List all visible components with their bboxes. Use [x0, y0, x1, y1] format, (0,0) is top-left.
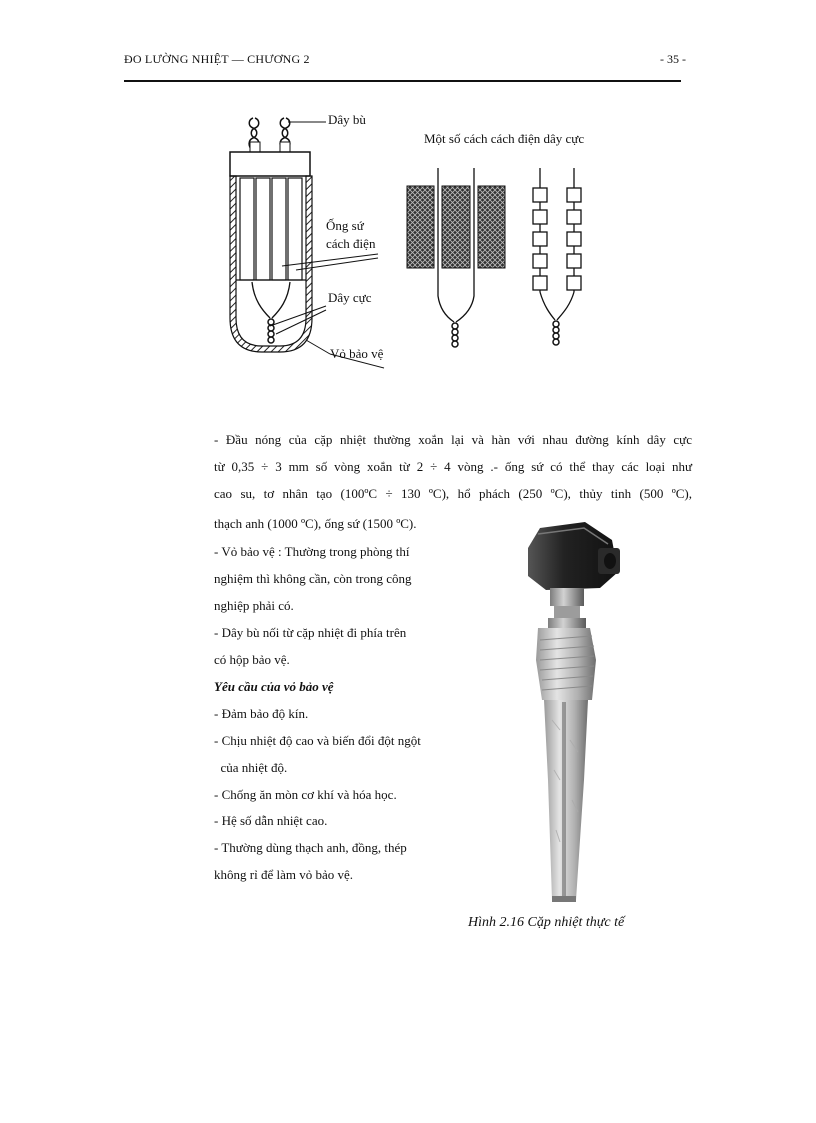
para2-line: - Vỏ bảo vệ : Thường trong phòng thí — [214, 544, 410, 559]
requirement-item: của nhiệt độ. — [214, 760, 288, 775]
label-compensating-wire: Dây bù — [328, 112, 366, 127]
requirement-item: - Chịu nhiệt độ cao và biến đổi đột ngột — [214, 733, 421, 748]
label-protective-shell: Vỏ bảo vệ — [330, 346, 384, 361]
para1-line: - Đầu nóng của cặp nhiệt thường xoắn lại và hàn với nhau đường kính dây cực — [214, 432, 692, 447]
para1-line: cao su, tơ nhân tạo (100ºC ÷ 130 ºC), hổ phách (250 ºC), thủy tinh (500 ºC), — [214, 486, 692, 501]
para2-line: - Dây bù nối từ cặp nhiệt đi phía trên — [214, 625, 407, 640]
junction-twist-2 — [452, 323, 458, 347]
para2-line: nghiệm thì không cần, còn trong công — [214, 571, 412, 586]
requirement-item: - Thường dùng thạch anh, đồng, thép — [214, 840, 407, 855]
running-header-title: ĐO LƯỜNG NHIỆT — CHƯƠNG 2 — [124, 52, 310, 66]
requirement-item: không rỉ để làm vỏ bảo vệ. — [214, 867, 353, 882]
para1-line: thạch anh (1000 ºC), ống sứ (1500 ºC). — [214, 516, 417, 531]
hot-junction-twist — [268, 319, 274, 343]
junction-twist-3 — [553, 321, 559, 345]
insulation-blocks — [407, 186, 505, 268]
requirement-item: - Đảm bảo độ kín. — [214, 706, 309, 721]
label-electrode-wire: Dây cực — [328, 290, 372, 305]
requirement-item: - Chống ăn mòn cơ khí và hóa học. — [214, 787, 397, 802]
connection-head — [528, 522, 618, 590]
compensating-wire-coils — [249, 118, 290, 150]
label-insulation-methods: Một số cách cách điện dây cực — [424, 131, 585, 146]
insulation-beads — [533, 168, 581, 292]
para1-line: từ 0,35 ÷ 3 mm số vòng xoắn từ 2 ÷ 4 vòng .- ống sứ có thể thay các loại như — [214, 459, 692, 474]
ceramic-tubes — [240, 178, 302, 280]
requirement-item: - Hệ số dẫn nhiệt cao. — [214, 813, 328, 828]
terminal-head — [230, 152, 310, 176]
para2-line: nghiệp phải có. — [214, 598, 294, 613]
page-number: - 35 - — [660, 52, 686, 66]
para2-line: có hộp bảo vệ. — [214, 652, 290, 667]
figure-caption: Hình 2.16 Cặp nhiệt thực tế — [468, 915, 625, 930]
protective-shell — [230, 176, 312, 352]
requirements-heading: Yêu cầu của vỏ bảo vệ — [214, 679, 334, 694]
label-ceramic-tube-line1: Ống sứ — [326, 218, 364, 233]
header-rule — [124, 80, 681, 82]
label-ceramic-tube-line2: cách điện — [326, 236, 376, 251]
